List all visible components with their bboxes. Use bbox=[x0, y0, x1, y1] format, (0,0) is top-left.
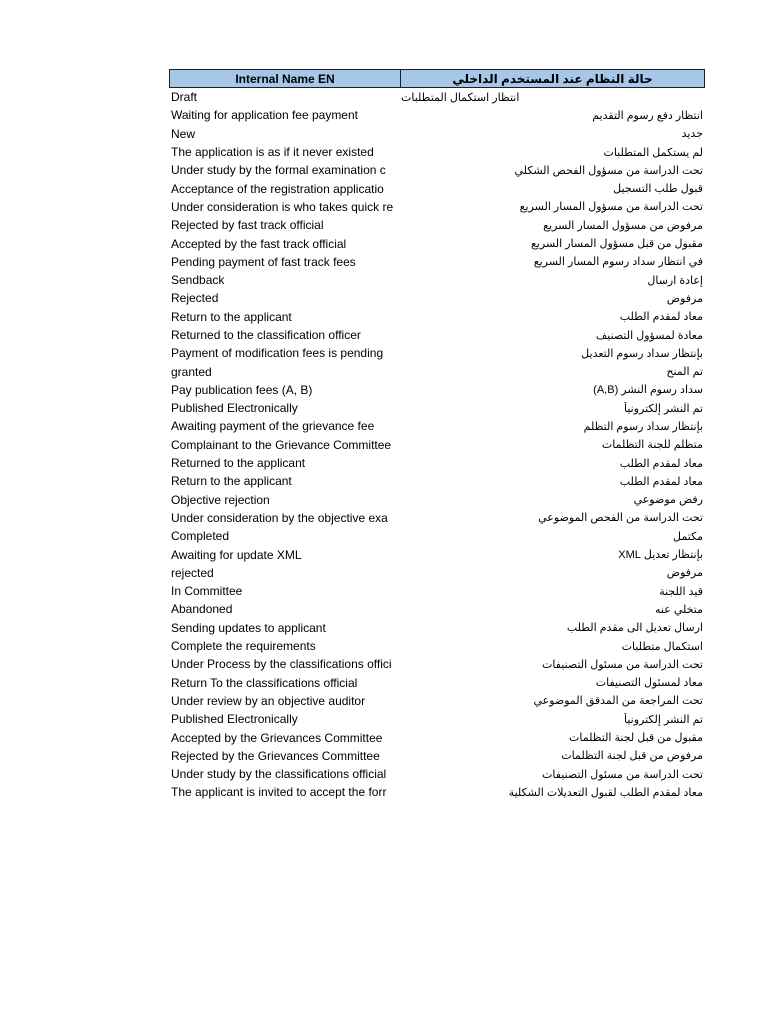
internal-name-en-cell: Under Process by the classifications offici bbox=[171, 657, 392, 672]
internal-status-ar-cell: مرفوض من مسؤول المسار السريع bbox=[543, 219, 703, 232]
internal-name-en-cell: Awaiting payment of the grievance fee bbox=[171, 419, 375, 434]
internal-status-ar-cell: بإنتظار سداد رسوم التعديل bbox=[581, 347, 703, 360]
internal-status-ar-cell: انتظار دفع رسوم التقديم bbox=[592, 109, 703, 122]
internal-status-ar-cell: تحت الدراسة من مسؤول الفحص الشكلي bbox=[514, 164, 703, 177]
internal-name-en-cell: Acceptance of the registration applicatio bbox=[171, 181, 384, 196]
internal-name-en-cell: Draft bbox=[171, 90, 198, 105]
internal-status-ar-cell: معادة لمسؤول التصنيف bbox=[595, 329, 703, 342]
table-row bbox=[169, 106, 705, 124]
internal-name-en-cell: Awaiting for update XML bbox=[171, 547, 302, 562]
header-internal-name-en: Internal Name EN bbox=[170, 70, 401, 87]
internal-name-en-cell: Accepted by the Grievances Committee bbox=[171, 730, 383, 745]
internal-name-en-cell: Return to the applicant bbox=[171, 474, 292, 489]
table-row bbox=[169, 179, 705, 197]
table-row bbox=[169, 619, 705, 637]
table-row bbox=[169, 674, 705, 692]
internal-status-ar-cell: إعادة ارسال bbox=[647, 274, 703, 287]
internal-status-ar-cell: متظلم للجنة التظلمات bbox=[601, 439, 703, 452]
internal-status-ar-cell: جديد bbox=[681, 128, 703, 141]
table-row bbox=[169, 143, 705, 161]
internal-name-en-cell: Returned to the applicant bbox=[171, 456, 306, 471]
table-row bbox=[169, 509, 705, 527]
internal-status-ar-cell: انتظار استكمال المتطلبات bbox=[401, 91, 520, 104]
internal-name-en-cell: Return to the applicant bbox=[171, 309, 292, 324]
internal-name-en-cell: Accepted by the fast track official bbox=[171, 236, 347, 251]
internal-status-ar-cell: مرفوض bbox=[666, 567, 703, 580]
internal-status-ar-cell: معاد لمقدم الطلب bbox=[619, 311, 703, 324]
table-row bbox=[169, 289, 705, 307]
internal-name-en-cell: Pay publication fees (A, B) bbox=[171, 382, 313, 397]
table-row bbox=[169, 216, 705, 234]
table-row bbox=[169, 88, 705, 106]
table-row bbox=[169, 125, 705, 143]
table-row bbox=[169, 344, 705, 362]
internal-name-en-cell: Published Electronically bbox=[171, 401, 298, 416]
internal-status-ar-cell: مرفوض من قبل لجنة التظلمات bbox=[561, 750, 703, 763]
table-row bbox=[169, 436, 705, 454]
internal-name-en-cell: Completed bbox=[171, 529, 230, 544]
internal-status-ar-cell: بإنتظار تعديل XML bbox=[618, 549, 703, 562]
internal-name-en-cell: Complainant to the Grievance Committee bbox=[171, 437, 392, 452]
internal-name-en-cell: Under consideration is who takes quick re bbox=[171, 199, 394, 214]
table-row bbox=[169, 765, 705, 783]
internal-name-en-cell: Return To the classifications official bbox=[171, 675, 358, 690]
internal-status-ar-cell: مكتمل bbox=[673, 530, 703, 543]
internal-status-ar-cell: تم النشر إلكترونياً bbox=[623, 402, 703, 415]
internal-name-en-cell: Returned to the classification officer bbox=[171, 328, 361, 342]
table-row bbox=[169, 582, 705, 600]
internal-status-ar-cell: استكمال متطلبات bbox=[621, 640, 703, 653]
table-row bbox=[169, 564, 705, 582]
internal-name-en-cell: Under study by the classifications official bbox=[171, 767, 387, 782]
internal-status-ar-cell: معاد لمسئول التصنيفات bbox=[595, 677, 703, 690]
internal-name-en-cell: Payment of modification fees is pending bbox=[171, 346, 384, 361]
table-row bbox=[169, 308, 705, 326]
table-row bbox=[169, 362, 705, 380]
table-row bbox=[169, 491, 705, 509]
table-row bbox=[169, 637, 705, 655]
internal-name-en-cell: Complete the requirements bbox=[171, 639, 316, 654]
internal-status-ar-cell: مرفوض bbox=[666, 292, 703, 305]
table-row bbox=[169, 253, 705, 271]
internal-name-en-cell: Rejected bbox=[171, 291, 219, 306]
status-table bbox=[169, 69, 705, 802]
table-row bbox=[169, 234, 705, 252]
internal-status-ar-cell: مقبول من قبل مسؤول المسار السريع bbox=[530, 238, 703, 251]
table-header bbox=[169, 69, 705, 88]
internal-name-en-cell: In Committee bbox=[171, 584, 243, 599]
internal-status-ar-cell: لم يستكمل المتطلبات bbox=[603, 146, 703, 159]
header-internal-status-ar: حالة النظام عند المستخدم الداخلي bbox=[452, 71, 653, 86]
table-row bbox=[169, 454, 705, 472]
internal-status-ar-cell: بإنتظار سداد رسوم التظلم bbox=[583, 420, 703, 433]
table-row bbox=[169, 472, 705, 490]
internal-name-en-cell: Sendback bbox=[171, 273, 225, 288]
table-row bbox=[169, 545, 705, 563]
table-row bbox=[169, 527, 705, 545]
internal-status-ar-cell: معاد لمقدم الطلب لقبول التعديلات الشكلية bbox=[508, 786, 703, 799]
internal-name-en-cell: Under consideration by the objective exa bbox=[171, 510, 388, 525]
table-row bbox=[169, 198, 705, 216]
internal-status-ar-cell: معاد لمقدم الطلب bbox=[619, 475, 703, 488]
internal-status-ar-cell: معاد لمقدم الطلب bbox=[619, 457, 703, 470]
internal-status-ar-cell: تحت الدراسة من مسئول التصنيفات bbox=[542, 768, 703, 781]
internal-status-ar-cell: في انتظار سداد رسوم المسار السريع bbox=[533, 256, 703, 269]
table-row bbox=[169, 728, 705, 746]
table-row bbox=[169, 692, 705, 710]
table-row bbox=[169, 381, 705, 399]
internal-name-en-cell: Abandoned bbox=[171, 602, 233, 617]
internal-name-en-cell: granted bbox=[171, 364, 212, 379]
table-row bbox=[169, 326, 705, 344]
internal-name-en-cell: New bbox=[171, 126, 196, 141]
table-row bbox=[169, 655, 705, 673]
internal-status-ar-cell: قيد اللجنة bbox=[659, 585, 703, 598]
table-row bbox=[169, 417, 705, 435]
internal-name-en-cell: Rejected by the Grievances Committee bbox=[171, 748, 380, 763]
internal-name-en-cell: Waiting for application fee payment bbox=[171, 108, 358, 123]
table-row bbox=[169, 600, 705, 618]
internal-status-ar-cell: تم النشر إلكترونياً bbox=[623, 713, 703, 726]
table-body bbox=[169, 88, 705, 802]
internal-name-en-cell: rejected bbox=[171, 565, 214, 580]
internal-status-ar-cell: تحت الدراسة من مسؤول المسار السريع bbox=[519, 201, 703, 214]
internal-status-ar-cell: تم المنح bbox=[666, 366, 703, 379]
table-row bbox=[169, 710, 705, 728]
internal-name-en-cell: Under review by an objective auditor bbox=[171, 693, 366, 708]
internal-status-ar-cell: رفض موضوعي bbox=[633, 494, 703, 507]
internal-status-ar-cell: تحت الدراسة من مسئول التصنيفات bbox=[542, 658, 703, 671]
table-row bbox=[169, 399, 705, 417]
internal-name-en-cell: Published Electronically bbox=[171, 712, 298, 727]
table-row bbox=[169, 747, 705, 765]
internal-status-ar-cell: ارسال تعديل الى مقدم الطلب bbox=[566, 622, 703, 635]
internal-name-en-cell: Under study by the formal examination c bbox=[171, 163, 386, 178]
table-row bbox=[169, 783, 705, 801]
internal-status-ar-cell: سداد رسوم النشر (A,B) bbox=[593, 384, 703, 397]
internal-name-en-cell: The application is as if it never existed bbox=[171, 145, 374, 160]
internal-status-ar-cell: تحت المراجعة من المدقق الموضوعي bbox=[533, 695, 703, 708]
internal-status-ar-cell: مقبول من قبل لجنة التظلمات bbox=[569, 732, 703, 745]
internal-name-en-cell: Sending updates to applicant bbox=[171, 620, 326, 635]
internal-status-ar-cell: قبول طلب التسجيل bbox=[613, 183, 703, 196]
table-row bbox=[169, 271, 705, 289]
internal-status-ar-cell: تحت الدراسة من الفحص الموضوعي bbox=[538, 512, 703, 525]
internal-status-ar-cell: متخلي عنه bbox=[655, 603, 703, 616]
internal-name-en-cell: Rejected by fast track official bbox=[171, 218, 324, 233]
internal-name-en-cell: The applicant is invited to accept the forr bbox=[171, 785, 387, 800]
internal-name-en-cell: Pending payment of fast track fees bbox=[171, 254, 356, 269]
table-row bbox=[169, 161, 705, 179]
internal-name-en-cell: Objective rejection bbox=[171, 492, 270, 507]
